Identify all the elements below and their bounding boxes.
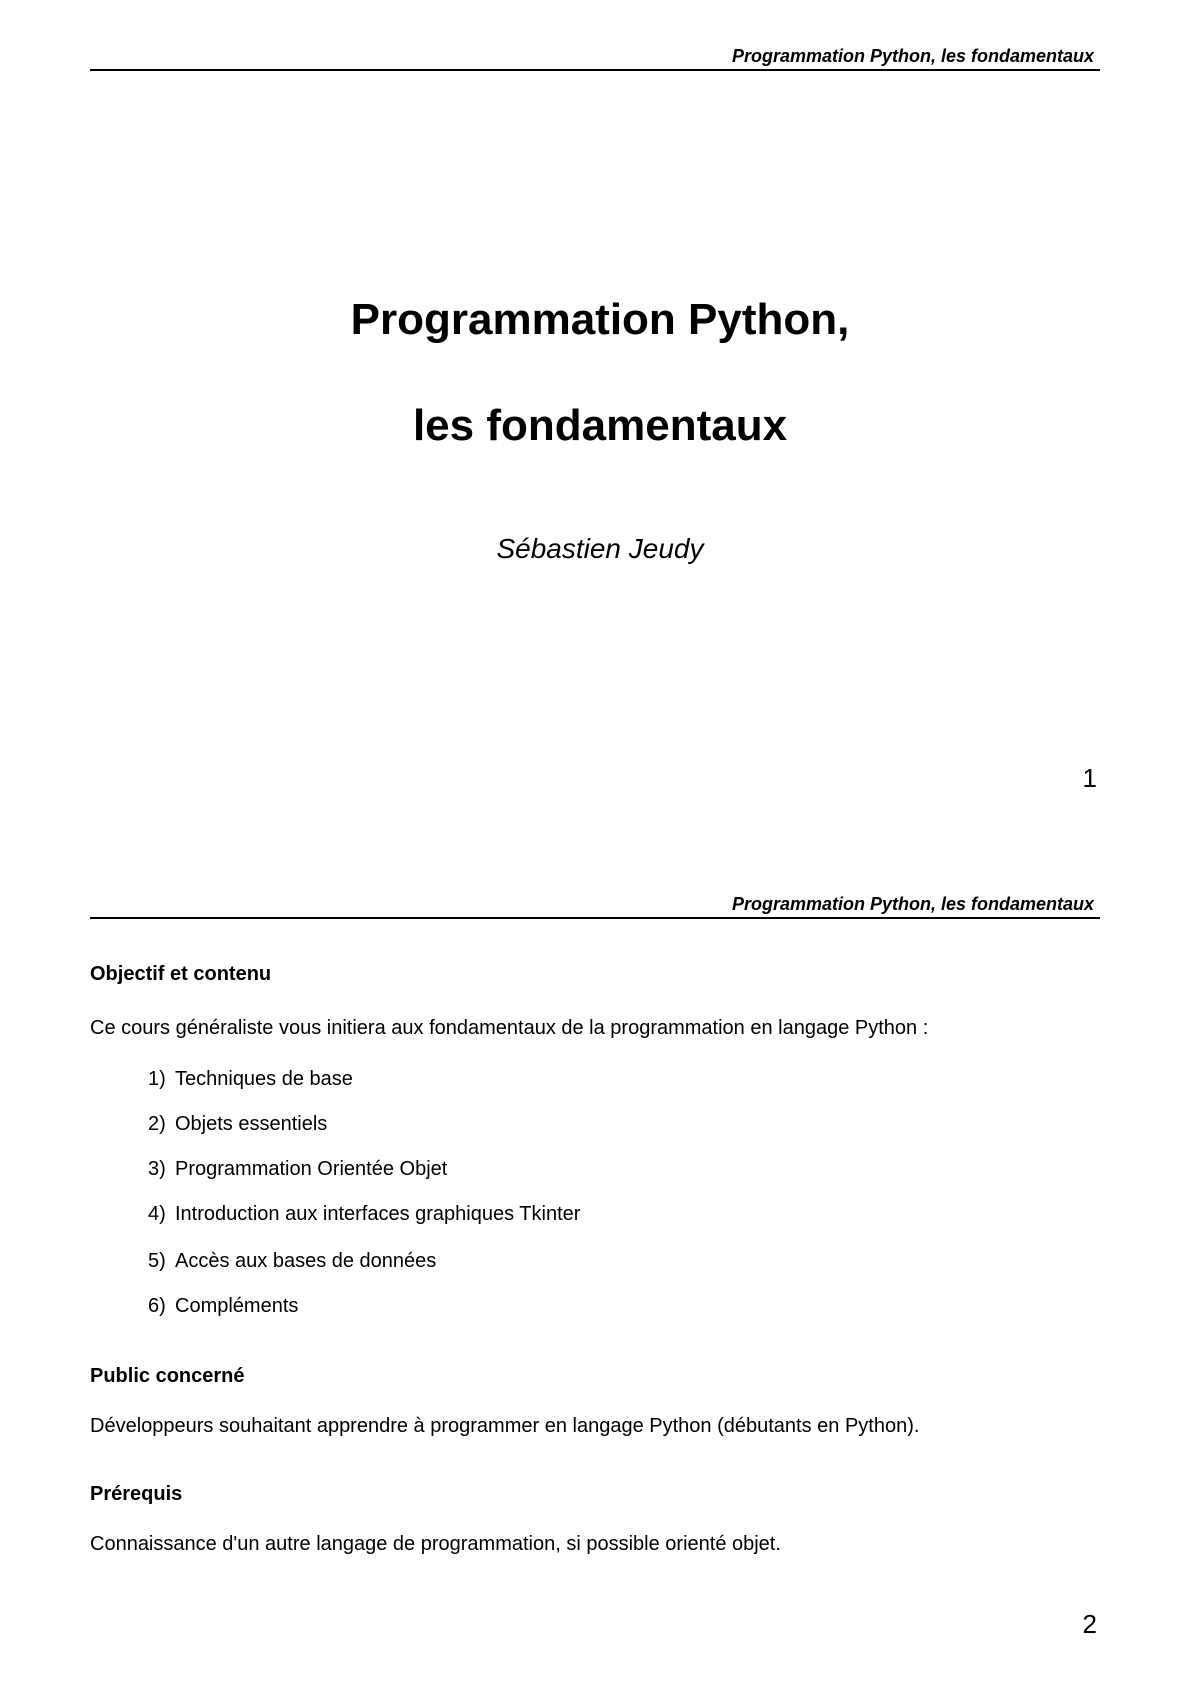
- page-2: [0, 848, 1200, 1696]
- list-item-label: Introduction aux interfaces graphiques Tkinter: [175, 1203, 581, 1225]
- list-item: [148, 1157, 447, 1182]
- document-title-line-1: Programmation Python,: [350, 295, 850, 344]
- list-item: [148, 1294, 298, 1319]
- list-item: [148, 1067, 353, 1092]
- prerequis-paragraph: Connaissance d'un autre langage de programmation, si possible orienté objet.: [90, 1533, 781, 1555]
- list-item-marker: 2): [148, 1113, 166, 1135]
- list-item-label: Accès aux bases de données: [175, 1250, 437, 1272]
- running-header: Programmation Python, les fondamentaux: [90, 46, 1100, 71]
- list-item-marker: 1): [148, 1068, 166, 1090]
- list-item-marker: 4): [148, 1203, 166, 1225]
- running-header: Programmation Python, les fondamentaux: [90, 894, 1100, 919]
- document-title-line-2: les fondamentaux: [412, 401, 788, 450]
- list-item: [148, 1112, 327, 1137]
- section-heading-objectif-et-contenu: Objectif et contenu: [90, 963, 272, 985]
- section-heading-public-concerne: Public concerné: [90, 1365, 245, 1387]
- list-item-label: Compléments: [175, 1295, 299, 1317]
- list-item-marker: 3): [148, 1158, 166, 1180]
- author-name: Sébastien Jeudy: [496, 533, 704, 564]
- page-number: 2: [1082, 1609, 1097, 1639]
- list-item: [148, 1249, 436, 1274]
- list-item-label: Objets essentiels: [175, 1113, 328, 1135]
- list-item-label: Programmation Orientée Objet: [175, 1158, 448, 1180]
- list-item-label: Techniques de base: [175, 1068, 353, 1090]
- public-paragraph: Développeurs souhaitant apprendre à programmer en langage Python (débutants en Python).: [90, 1415, 920, 1437]
- page-number: 1: [1082, 763, 1097, 793]
- list-item-marker: 5): [148, 1250, 166, 1272]
- section-heading-prerequis: Prérequis: [90, 1483, 183, 1505]
- list-item-marker: 6): [148, 1295, 166, 1317]
- list-item: [148, 1202, 580, 1227]
- intro-paragraph: Ce cours généraliste vous initiera aux fondamentaux de la programmation en langage Python :: [90, 1017, 929, 1039]
